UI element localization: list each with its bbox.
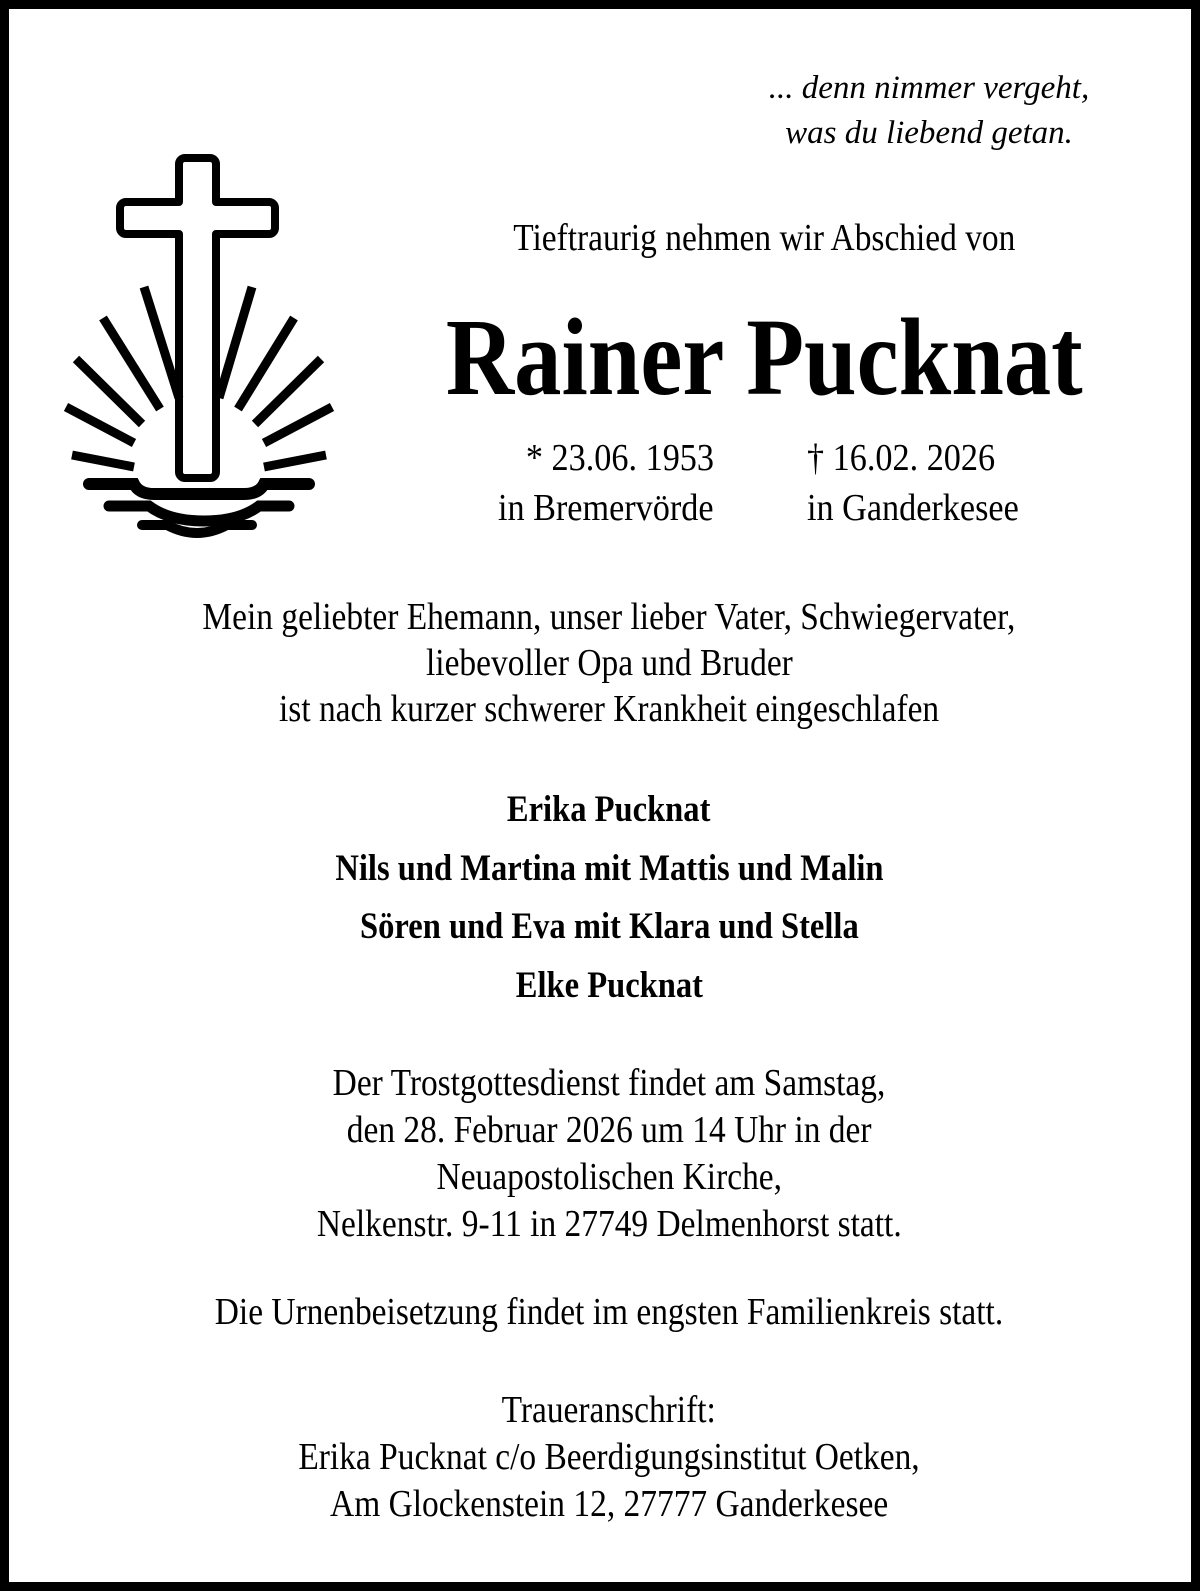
- mourner-line: Nils und Martina mit Mattis und Malin: [334, 847, 884, 889]
- mourner-line: Erika Pucknat: [507, 789, 711, 830]
- service-line: den 28. Februar 2026 um 14 Uhr in der: [346, 1109, 872, 1151]
- deceased-name: [389, 297, 1139, 417]
- address-line: Am Glockenstein 12, 27777 Ganderkesee: [329, 1483, 889, 1525]
- intro-text: [449, 216, 1079, 260]
- epitaph-quote: [709, 66, 1149, 156]
- intro-line: Tieftraurig nehmen wir Abschied von: [512, 217, 1016, 259]
- birth-info: [409, 433, 714, 533]
- address-label: Traueranschrift:: [501, 1389, 717, 1431]
- quote-line: was du liebend getan.: [785, 115, 1073, 151]
- mourner-line: Sören und Eva mit Klara und Stella: [359, 906, 859, 947]
- message-line: Mein geliebter Ehemann, unser lieber Vater, Schwiegervater,: [202, 596, 1016, 638]
- birth-place: in Bremervörde: [498, 487, 714, 529]
- service-info: [9, 1060, 1200, 1248]
- quote-line: ... denn nimmer vergeht,: [768, 70, 1090, 106]
- death-date: † 16.02. 2026: [807, 437, 996, 479]
- death-info: [807, 433, 1127, 533]
- address-line: Erika Pucknat c/o Beerdigungsinstitut Oetken,: [298, 1436, 920, 1478]
- mourner-line: Elke Pucknat: [515, 964, 703, 1006]
- urn-burial-line: Die Urnenbeisetzung findet im engsten Familienkreis statt.: [214, 1291, 1004, 1333]
- condolence-address: [9, 1387, 1200, 1528]
- deceased-name-text: Rainer Pucknat: [445, 296, 1083, 418]
- service-line: Nelkenstr. 9-11 in 27749 Delmenhorst statt.: [316, 1203, 902, 1245]
- urn-burial-info: [9, 1289, 1200, 1336]
- service-line: Der Trostgottesdienst findet am Samstag,: [332, 1062, 886, 1104]
- mourners-list: [9, 781, 1200, 1015]
- death-place: in Ganderkesee: [807, 487, 1019, 529]
- message-line: ist nach kurzer schwerer Krankheit eingeschlafen: [278, 688, 940, 730]
- message-line: liebevoller Opa und Bruder: [425, 642, 793, 684]
- obituary-message: [9, 594, 1200, 732]
- cross-sun-emblem-icon: [54, 149, 344, 539]
- birth-date: * 23.06. 1953: [525, 437, 714, 479]
- service-line: Neuapostolischen Kirche,: [436, 1156, 782, 1198]
